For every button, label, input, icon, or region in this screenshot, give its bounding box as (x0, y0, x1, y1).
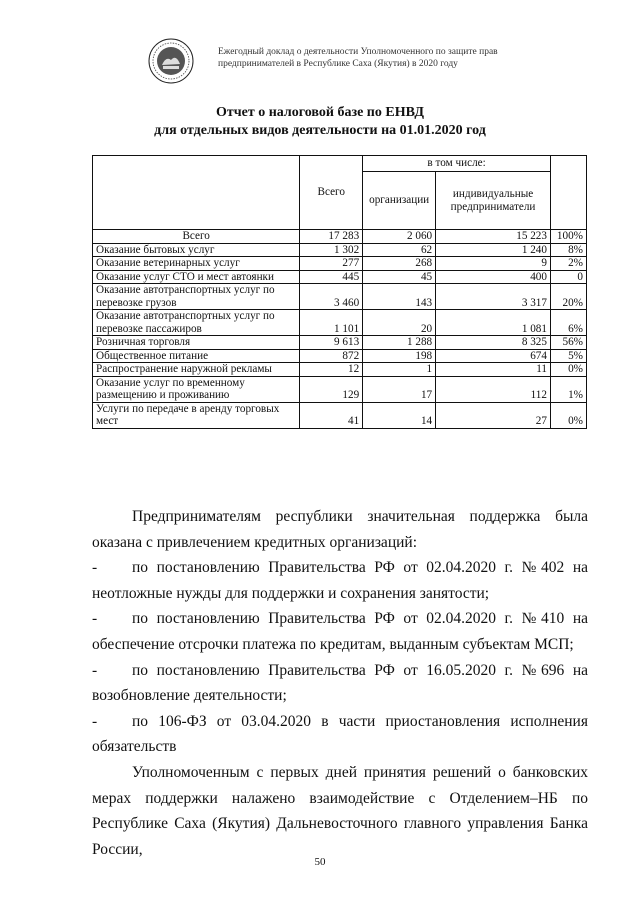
row-total: 129 (300, 376, 363, 402)
bullet-dash: - (92, 559, 98, 577)
row-name: Оказание бытовых услуг (93, 243, 300, 257)
row-org: 17 (363, 376, 436, 402)
table-row (93, 243, 587, 257)
row-ip: 8 325 (436, 336, 551, 350)
row-name: Всего (93, 230, 300, 244)
page-header (148, 38, 548, 86)
table-row (93, 284, 587, 310)
bullet-text: по постановлению Правительства РФ от 02.04.2020 г. №402 на (132, 559, 588, 577)
row-name: Общественное питание (93, 349, 300, 363)
row-name: Розничная торговля (93, 336, 300, 350)
paragraph-interaction: Уполномоченным с первых дней принятия решений о банковских мерах поддержки налажено взаимодействие с Отделением–НБ по Республике Саха (Якутия) Дальневосточного главного управления Банка России, (92, 763, 588, 858)
header-line-1: Ежегодный доклад о деятельности Уполномоченного по защите прав (218, 47, 498, 57)
row-pct: 20% (550, 284, 586, 310)
row-ip: 11 (436, 363, 551, 377)
row-org: 14 (363, 402, 436, 428)
emblem-seal-icon (148, 38, 194, 84)
row-name: Оказание автотранспортных услуг по перевозке пассажиров (93, 310, 300, 336)
body-text (92, 504, 588, 862)
bullet-continuation: неотложные нужды для поддержки и сохранения занятости; (92, 584, 490, 602)
row-pct: 0 (550, 270, 586, 284)
title-line-1: Отчет о налоговой базе по ЕНВД (215, 105, 425, 120)
table-row (93, 230, 587, 244)
row-ip: 1 081 (436, 310, 551, 336)
bullet-item (92, 658, 588, 684)
row-pct: 100% (550, 230, 586, 244)
row-name: Оказание услуг СТО и мест автоянки (93, 270, 300, 284)
bullet-item (92, 606, 588, 632)
bullet-text: по постановлению Правительства РФ от 16.05.2020 г. №696 на (132, 661, 588, 679)
bullet-dash: - (92, 661, 98, 679)
table-row (93, 363, 587, 377)
row-total: 9 613 (300, 336, 363, 350)
row-total: 277 (300, 257, 363, 271)
row-ip: 674 (436, 349, 551, 363)
row-org: 20 (363, 310, 436, 336)
table-row (93, 349, 587, 363)
row-org: 2 060 (363, 230, 436, 244)
header-total: Всего (300, 156, 363, 230)
row-ip: 3 317 (436, 284, 551, 310)
row-name: Оказание ветеринарных услуг (93, 257, 300, 271)
bullet-dash: - (92, 712, 98, 730)
row-org: 1 288 (363, 336, 436, 350)
header-including: в том числе: (363, 156, 551, 172)
paragraph-support: Предпринимателям республики значительная поддержка была оказана с привлечением кредитных организаций: (92, 508, 588, 551)
row-org: 1 (363, 363, 436, 377)
row-name: Услуги по передаче в аренду торговых мест (93, 402, 300, 428)
header-line-2: предпринимателей в Республике Саха (Якутия) в 2020 году (218, 59, 458, 69)
bullet-item (92, 555, 588, 581)
row-org: 268 (363, 257, 436, 271)
row-total: 1 101 (300, 310, 363, 336)
row-pct: 1% (550, 376, 586, 402)
row-ip: 27 (436, 402, 551, 428)
table-row (93, 257, 587, 271)
page-number: 50 (314, 856, 326, 868)
row-total: 1 302 (300, 243, 363, 257)
row-total: 17 283 (300, 230, 363, 244)
row-total: 872 (300, 349, 363, 363)
row-ip: 400 (436, 270, 551, 284)
header-organizations: организации (363, 172, 436, 230)
row-pct: 0% (550, 363, 586, 377)
row-ip: 15 223 (436, 230, 551, 244)
table-row (93, 310, 587, 336)
row-org: 143 (363, 284, 436, 310)
row-ip: 1 240 (436, 243, 551, 257)
row-pct: 6% (550, 310, 586, 336)
table-row (93, 402, 587, 428)
row-pct: 56% (550, 336, 586, 350)
table-row (93, 336, 587, 350)
table-row (93, 270, 587, 284)
row-name: Оказание услуг по временному размещению и проживанию (93, 376, 300, 402)
row-name: Распространение наружной рекламы (93, 363, 300, 377)
report-title (90, 104, 550, 140)
header-caption (218, 46, 548, 70)
header-empty-cell (93, 156, 300, 230)
title-line-2: для отдельных видов деятельности на 01.01.2020 год (154, 123, 486, 138)
bullet-text: по 106-ФЗ от 03.04.2020 в части приостановления исполнения (132, 712, 588, 730)
row-pct: 0% (550, 402, 586, 428)
bullet-item (92, 709, 588, 735)
row-total: 445 (300, 270, 363, 284)
bullet-text: по постановлению Правительства РФ от 02.04.2020 г. №410 на (132, 610, 588, 628)
row-total: 41 (300, 402, 363, 428)
row-org: 62 (363, 243, 436, 257)
row-ip: 112 (436, 376, 551, 402)
header-pct-empty (550, 156, 586, 230)
bullet-dash: - (92, 610, 98, 628)
row-org: 45 (363, 270, 436, 284)
row-total: 3 460 (300, 284, 363, 310)
row-name: Оказание автотранспортных услуг по перевозке грузов (93, 284, 300, 310)
envd-table (92, 155, 587, 429)
header-individual-entrepreneurs: индивидуальные предприниматели (436, 172, 551, 230)
table-row (93, 376, 587, 402)
row-pct: 2% (550, 257, 586, 271)
row-pct: 5% (550, 349, 586, 363)
bullet-continuation: обеспечение отсрочки платежа по кредитам, выданным субъектам МСП; (92, 635, 574, 653)
row-ip: 9 (436, 257, 551, 271)
row-pct: 8% (550, 243, 586, 257)
row-total: 12 (300, 363, 363, 377)
bullet-continuation: обязательств (92, 738, 177, 756)
row-org: 198 (363, 349, 436, 363)
bullet-continuation: возобновление деятельности; (92, 687, 287, 705)
